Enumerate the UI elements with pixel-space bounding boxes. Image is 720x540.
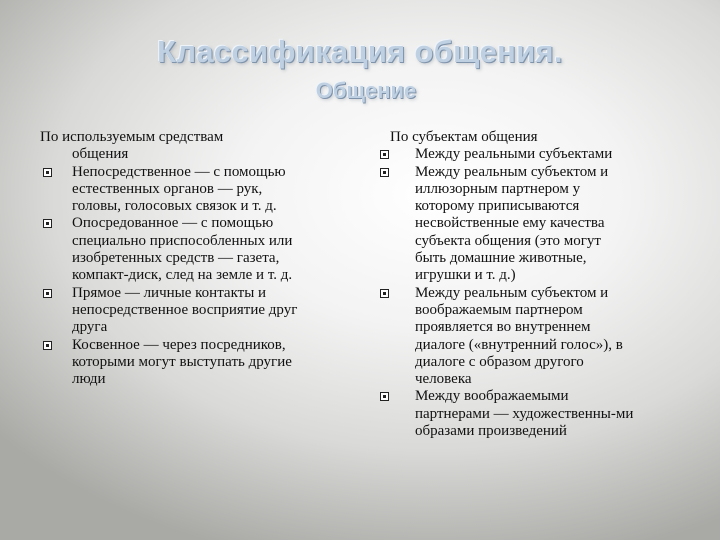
- square-bullet-icon: [43, 219, 52, 228]
- item-line: быть домашние животные,: [415, 250, 587, 267]
- item-line: компакт-диск, след на земле и т. д.: [72, 267, 293, 284]
- square-bullet-icon: [380, 150, 389, 159]
- item-line: несвойственные ему качества: [415, 215, 605, 232]
- item-line: друга: [72, 319, 108, 336]
- item-line: Прямое — личные контакты и: [72, 284, 267, 301]
- square-bullet-icon: [43, 289, 52, 298]
- square-bullet-icon: [380, 289, 389, 298]
- list-item: [366, 164, 696, 285]
- item-line: Между реальным субъектом и: [415, 284, 609, 301]
- item-line: Непосредственное — с помощью: [72, 163, 286, 180]
- list-item: [40, 215, 358, 284]
- square-bullet-icon: [380, 168, 389, 177]
- square-bullet-icon: [43, 341, 52, 350]
- slide-subtitle: Общение: [315, 78, 417, 103]
- left-column-heading-cont: общения: [72, 146, 129, 163]
- item-line: люди: [72, 371, 106, 388]
- item-line: образами произведений: [415, 423, 567, 440]
- item-line: которому приписываются: [415, 198, 580, 215]
- item-line: диалоге с образом другого: [415, 353, 584, 370]
- item-line: проявляется во внутреннем: [415, 319, 591, 336]
- list-item: [40, 285, 358, 337]
- list-item: [366, 285, 696, 389]
- left-list: [40, 164, 358, 389]
- right-column-heading: По субъектам общения: [390, 129, 538, 145]
- item-line: Косвенное — через посредников,: [72, 336, 286, 353]
- item-line: игрушки и т. д.): [415, 267, 516, 284]
- item-line: Между реальными субъектами: [415, 146, 613, 163]
- slide-title: Классификация общения.: [157, 34, 563, 69]
- left-column: [40, 129, 358, 388]
- item-line: воображаемым партнером: [415, 301, 583, 318]
- item-line: головы, голосовых связок и т. д.: [72, 198, 277, 215]
- item-line: партнерами — художественны-ми: [415, 405, 634, 422]
- item-line: которыми могут выступать другие: [72, 353, 292, 370]
- item-line: Опосредованное — с помощью: [72, 215, 274, 232]
- left-column-heading: По используемым средствам: [40, 129, 224, 145]
- list-item: [40, 164, 358, 216]
- item-line: непосредственное восприятие друг: [72, 301, 298, 318]
- list-item: [40, 337, 358, 389]
- item-line: Между воображаемыми: [415, 388, 569, 405]
- item-line: человека: [415, 371, 472, 388]
- list-item: [366, 146, 696, 163]
- square-bullet-icon: [43, 168, 52, 177]
- right-column: [366, 129, 696, 440]
- list-item: [366, 388, 696, 440]
- item-line: иллюзорным партнером у: [415, 180, 581, 197]
- item-line: субъекта общения (это могут: [415, 232, 601, 249]
- item-line: специально приспособленных или: [72, 232, 293, 249]
- right-list: [366, 146, 696, 440]
- item-line: естественных органов — рук,: [72, 180, 263, 197]
- item-line: изобретенных средств — газета,: [72, 250, 280, 267]
- item-line: Между реальным субъектом и: [415, 163, 609, 180]
- square-bullet-icon: [380, 392, 389, 401]
- item-line: диалоге («внутренний голос»), в: [415, 336, 623, 353]
